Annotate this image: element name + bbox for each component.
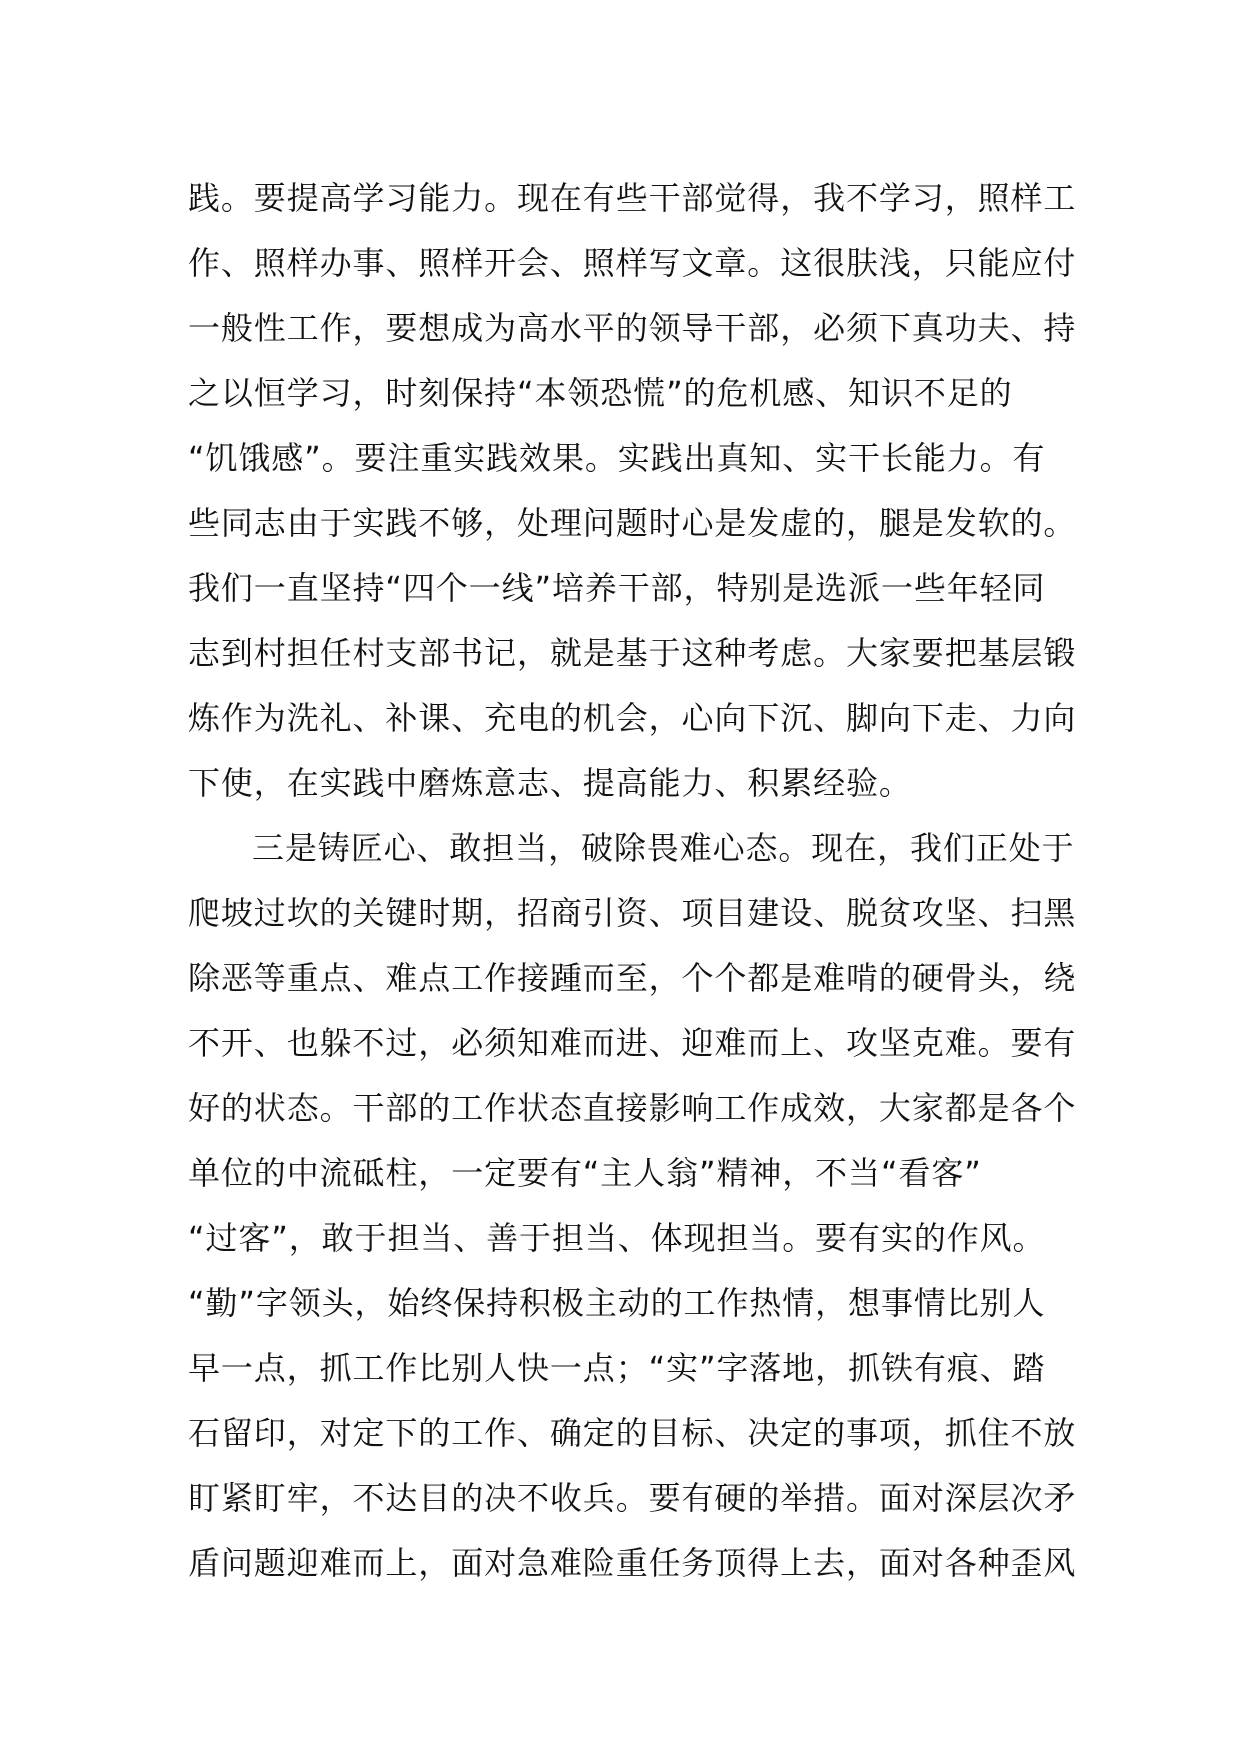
text-line: 些同志由于实践不够，处理问题时心是发虚的，腿是发软的。 [188,504,1077,542]
text-line: 践。要提高学习能力。现在有些干部觉得，我不学习，照样工 [188,179,1077,217]
text-line: 之以恒学习，时刻保持“本领恐慌”的危机感、知识不足的 [188,374,1013,412]
text-line: 一般性工作，要想成为高水平的领导干部，必须下真功夫、持 [188,309,1077,347]
text-line: 我们一直坚持“四个一线”培养干部，特别是选派一些年轻同 [188,569,1046,607]
text-line: 好的状态。干部的工作状态直接影响工作成效，大家都是各个 [188,1089,1077,1127]
text-line: 炼作为洗礼、补课、充电的机会，心向下沉、脚向下走、力向 [188,699,1077,737]
text-line: 不开、也躲不过，必须知难而进、迎难而上、攻坚克难。要有 [188,1024,1077,1062]
text-line: 石留印，对定下的工作、确定的目标、决定的事项，抓住不放 [188,1414,1077,1452]
text-line: 盯紧盯牢，不达目的决不收兵。要有硬的举措。面对深层次矛 [188,1479,1077,1517]
paragraph-start-line: 三是铸匠心、敢担当，破除畏难心态。现在，我们正处于 [252,829,1075,867]
text-line: “饥饿感”。要注重实践效果。实践出真知、实干长能力。有 [188,439,1046,477]
text-line: “勤”字领头，始终保持积极主动的工作热情，想事情比别人 [188,1284,1046,1322]
document-body [188,166,1077,1596]
text-line: 盾问题迎难而上，面对急难险重任务顶得上去，面对各种歪风 [188,1544,1077,1582]
text-line: 下使，在实践中磨炼意志、提高能力、积累经验。 [188,764,912,802]
text-line: 爬坡过坎的关键时期，招商引资、项目建设、脱贫攻坚、扫黑 [188,894,1077,932]
text-line: 志到村担任村支部书记，就是基于这种考虑。大家要把基层锻 [188,634,1077,672]
text-line: 单位的中流砥柱，一定要有“主人翁”精神，不当“看客” [188,1154,982,1192]
text-line: 除恶等重点、难点工作接踵而至，个个都是难啃的硬骨头，绕 [188,959,1077,997]
text-line: 作、照样办事、照样开会、照样写文章。这很肤浅，只能应付 [188,244,1077,282]
text-line: “过客”，敢于担当、善于担当、体现担当。要有实的作风。 [188,1219,1046,1257]
text-line: 早一点，抓工作比别人快一点；“实”字落地，抓铁有痕、踏 [188,1349,1046,1387]
